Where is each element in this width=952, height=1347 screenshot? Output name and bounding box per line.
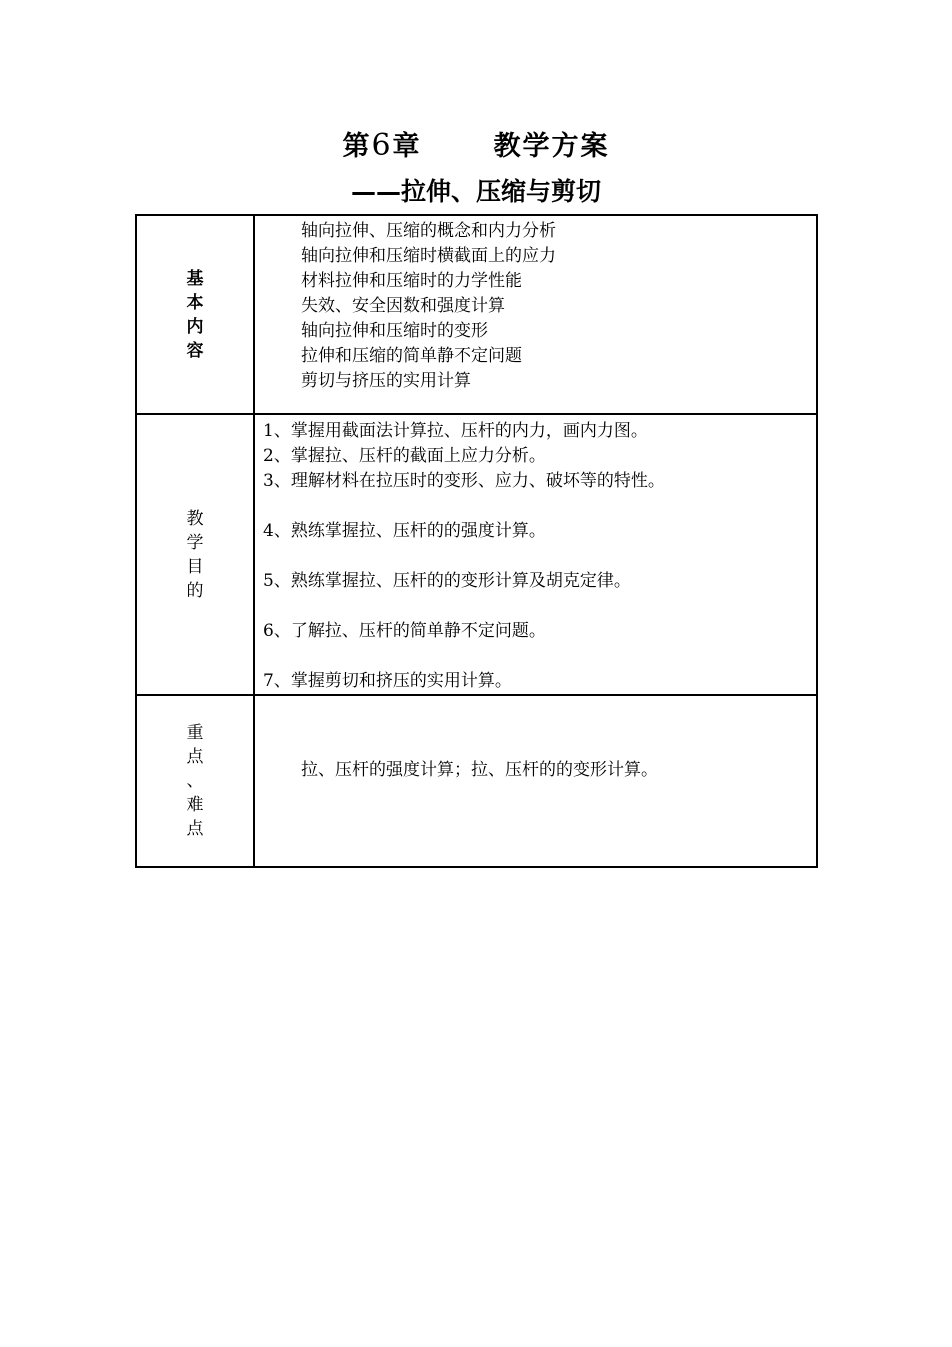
- key-points-text: 拉、压杆的强度计算；拉、压杆的的变形计算。: [301, 760, 658, 780]
- basic-content-label: [187, 267, 204, 363]
- teaching-goals-row: [136, 414, 817, 695]
- list-item: 7、掌握剪切和挤压的实用计算。: [263, 671, 512, 691]
- title-prefix: 第: [342, 131, 372, 162]
- teaching-goals-cell: [254, 414, 817, 695]
- label-char: 重: [186, 723, 204, 743]
- teaching-goals-label: [187, 507, 204, 603]
- list-item: 剪切与挤压的实用计算: [301, 371, 471, 391]
- title-main: 教学方案: [493, 131, 610, 162]
- basic-content-row: [136, 215, 817, 414]
- label-char: 、: [186, 771, 204, 791]
- key-points-label-cell: [136, 695, 254, 867]
- label-char: 的: [186, 580, 204, 601]
- label-char: 点: [186, 819, 204, 839]
- label-char: 容: [186, 340, 204, 361]
- list-item: 3、理解材料在拉压时的变形、应力、破坏等的特性。: [263, 471, 665, 491]
- label-char: 本: [186, 292, 204, 313]
- label-char: 基: [186, 268, 204, 289]
- label-char: 内: [186, 316, 204, 337]
- title-chapter-word: 章: [392, 131, 422, 162]
- label-char: 目: [186, 556, 204, 577]
- basic-content-cell: [254, 215, 817, 414]
- page-title: [0, 124, 952, 164]
- key-points-row: [136, 695, 817, 867]
- key-points-cell: [254, 695, 817, 867]
- label-char: 难: [186, 795, 204, 815]
- list-item: 1、掌握用截面法计算拉、压杆的内力，画内力图。: [263, 421, 648, 441]
- list-item: 轴向拉伸和压缩时横截面上的应力: [301, 246, 556, 266]
- label-char: 点: [186, 747, 204, 767]
- basic-content-list: [255, 216, 816, 394]
- label-char: 教: [186, 508, 204, 529]
- page-subtitle: ——拉伸、压缩与剪切: [350, 177, 601, 206]
- list-item: 4、熟练掌握拉、压杆的的强度计算。: [263, 521, 546, 541]
- list-item: 2、掌握拉、压杆的截面上应力分析。: [263, 446, 546, 466]
- list-item: 失效、安全因数和强度计算: [301, 296, 505, 316]
- label-char: 学: [186, 532, 204, 553]
- list-item: 拉伸和压缩的简单静不定问题: [301, 346, 522, 366]
- list-item: 轴向拉伸、压缩的概念和内力分析: [301, 221, 556, 241]
- list-item: 6、了解拉、压杆的简单静不定问题。: [263, 621, 546, 641]
- list-item: 轴向拉伸和压缩时的变形: [301, 321, 488, 341]
- key-points-label: [187, 721, 204, 841]
- lesson-plan-table: [135, 214, 818, 868]
- chapter-number: 6: [371, 128, 393, 163]
- teaching-goals-label-cell: [136, 414, 254, 695]
- list-item: 材料拉伸和压缩时的力学性能: [301, 271, 522, 291]
- teaching-goals-list: [255, 415, 816, 694]
- list-item: 5、熟练掌握拉、压杆的的变形计算及胡克定律。: [263, 571, 631, 591]
- basic-content-label-cell: [136, 215, 254, 414]
